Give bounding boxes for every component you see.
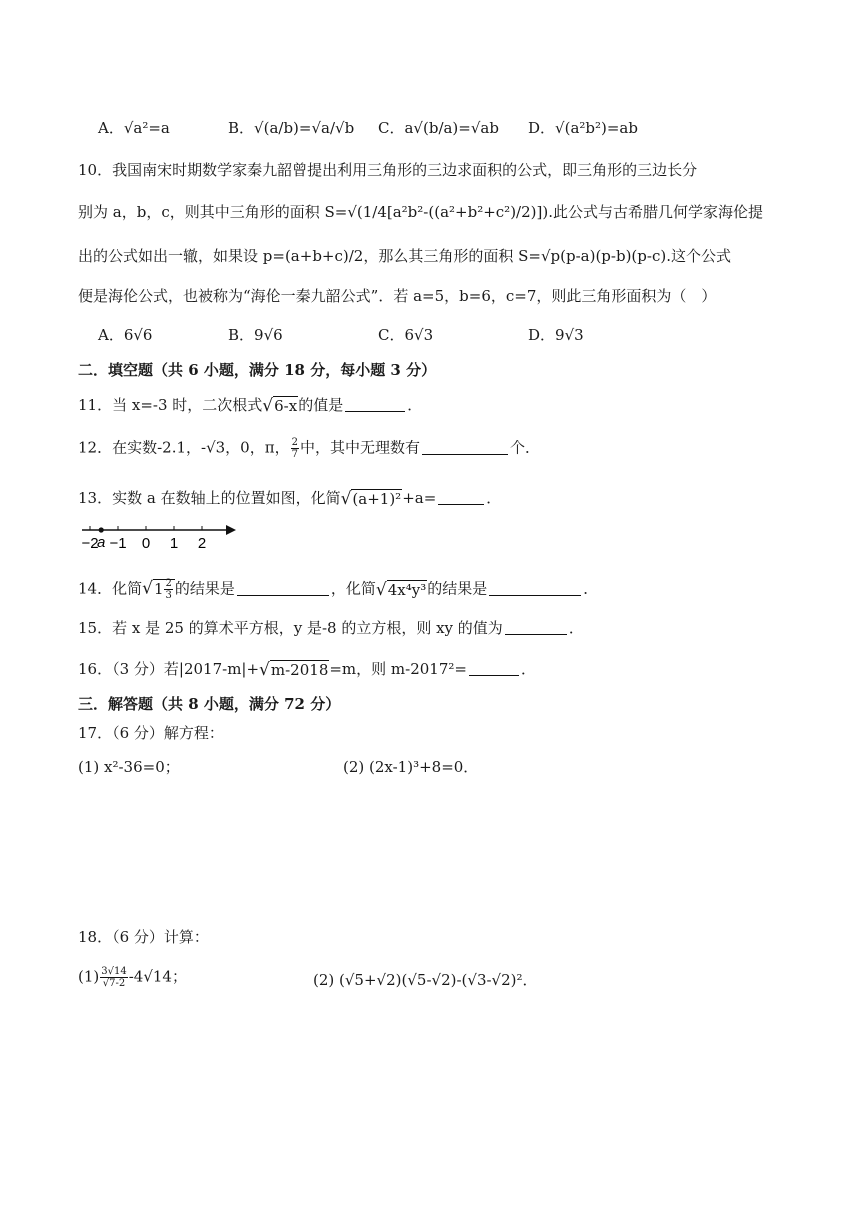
- section-3-heading: 三．解答题（共 8 小题，满分 72 分）: [78, 695, 341, 713]
- q18-part1: (1) $\frac{3√14}{√7-2}$ -4√14；: [78, 966, 187, 989]
- tick-label: −2: [81, 535, 99, 552]
- q15: 15．若 x 是 25 的算术平方根，y 是-8 的立方根，则 xy 的值为 ．: [78, 619, 584, 637]
- q10-line1: 10．我国南宋时期数学家秦九韶曾提出利用三角形的三边求面积的公式，即三角形的三边长分: [78, 161, 698, 179]
- radical: √6-x: [262, 396, 298, 416]
- q10-line3: 出的公式如出一辙，如果设 p=(a+b+c)/2，那么其三角形的面积 S=√p(p-a)(p-b)(p-c).这个公式: [78, 247, 731, 265]
- answer-blank: [505, 620, 567, 635]
- q9-option-d: D．√(a²b²)=ab: [528, 119, 638, 137]
- answer-blank: [237, 581, 329, 596]
- tick-label: −1: [109, 535, 127, 552]
- p-formula: (a+b+c)/2: [284, 247, 364, 265]
- q17-title: 17．（6 分）解方程：: [78, 724, 224, 742]
- q10-line2: 别为 a，b，c，则其中三角形的面积 S=√(1/4[a²b²-((a²+b²+c²)/2)]).此公式与古希腊几何学家海伦提: [78, 203, 763, 221]
- tick-label: 2: [197, 535, 207, 552]
- answer-blank: [422, 440, 508, 455]
- q10-line4: 便是海伦公式，也被称为“海伦一秦九韶公式”．若 a=5，b=6，c=7，则此三角形面积为（ ）: [78, 287, 717, 305]
- q18-title: 18．（6 分）计算：: [78, 928, 209, 946]
- q10-option-c: C．6√3: [378, 326, 434, 344]
- q18-part2: (2) (√5+√2)(√5-√2)-(√3-√2)²．: [313, 971, 538, 989]
- tick-label: 1: [169, 535, 179, 552]
- q13: 13．实数 a 在数轴上的位置如图，化简√(a+1)²+a= ．: [78, 489, 502, 509]
- q10-option-a: A．6√6: [98, 326, 153, 344]
- q9-option-a: A．√a²=a: [98, 119, 170, 137]
- q9-option-b: B．√(a/b)=√a/√b: [228, 119, 355, 137]
- qin-formula: √(1/4[a²b²-((a²+b²+c²)/2)]): [347, 203, 549, 221]
- answer-blank: [469, 661, 519, 676]
- section-2-heading: 二．填空题（共 6 小题，满分 18 分，每小题 3 分）: [78, 361, 437, 379]
- q9-option-c: C．a√(b/a)=√ab: [378, 119, 499, 137]
- point-a: [99, 527, 104, 532]
- answer-blank: [489, 581, 581, 596]
- q11: 11．当 x=-3 时，二次根式√6-x的值是 ．: [78, 396, 423, 416]
- q10-option-b: B．9√6: [228, 326, 283, 344]
- number-line: [76, 518, 246, 552]
- q10-option-d: D．9√3: [528, 326, 584, 344]
- q17-part1: (1) x²-36=0；: [78, 758, 180, 776]
- radical: √(a+1)²: [340, 489, 402, 509]
- fraction: $\frac{2}{7}$: [291, 437, 298, 460]
- radical: √4x⁴y³: [375, 579, 427, 600]
- answer-blank: [345, 397, 405, 412]
- fraction: $\frac{3√14}{√7-2}$: [101, 966, 127, 989]
- answer-blank: [438, 490, 484, 505]
- q14: 14．化简√1 $\frac{2}{3}$ 的结果是 ，化简√4x⁴y³的结果是 ．: [78, 578, 599, 601]
- q12: 12．在实数-2.1，-√3，0，π， $\frac{2}{7}$ 中，其中无理数有 个．: [78, 437, 540, 460]
- point-a-label: a: [97, 534, 106, 551]
- radical: √1 $\frac{2}{3}$: [142, 578, 175, 601]
- q17-part2: (2) (2x-1)³+8=0．: [343, 758, 479, 776]
- tick-label: 0: [141, 535, 151, 552]
- heron-formula: √p(p-a)(p-b)(p-c): [540, 247, 667, 265]
- q16: 16．（3 分）若|2017-m|+√m-2018=m，则 m-2017²= ．: [78, 660, 536, 680]
- radical: √m-2018: [259, 660, 329, 680]
